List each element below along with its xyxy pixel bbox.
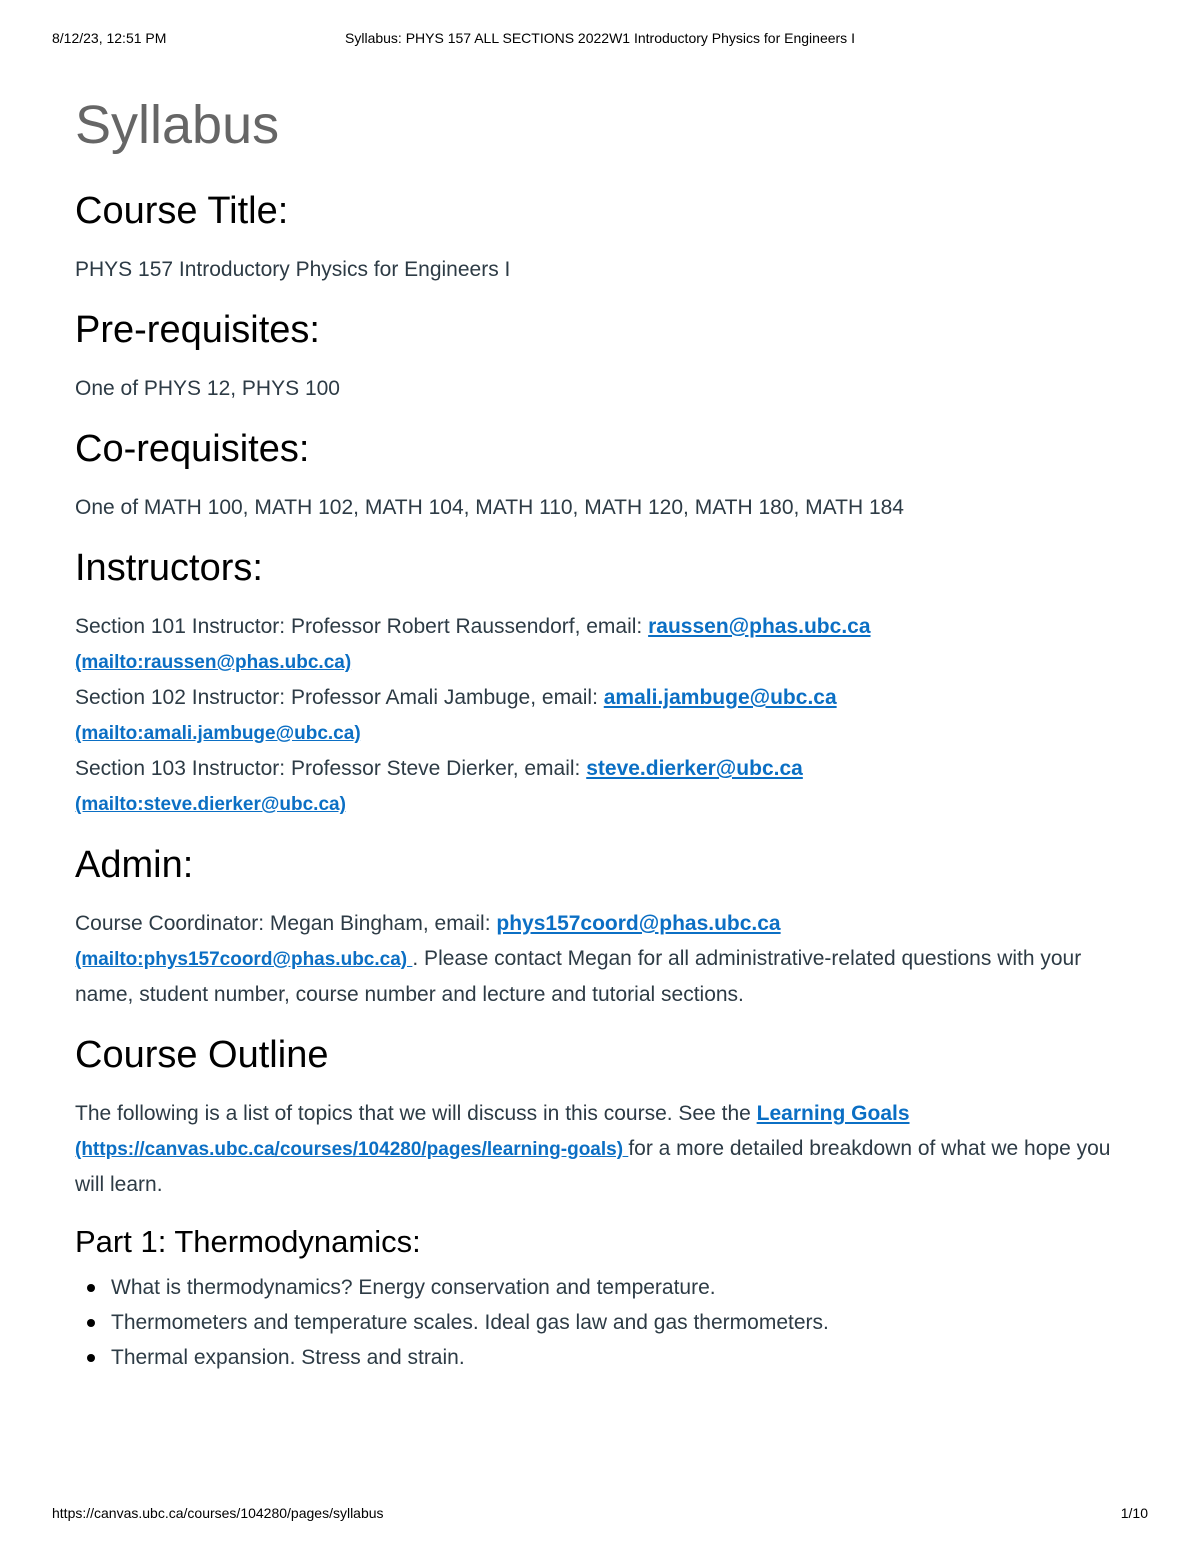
prerequisites-text: One of PHYS 12, PHYS 100: [75, 377, 340, 400]
instructor-101-mailto-link[interactable]: (mailto:raussen@phas.ubc.ca): [75, 652, 352, 673]
course-outline-heading: Course Outline: [75, 1034, 329, 1076]
part1-topic-list: [75, 1270, 1135, 1375]
bullet-icon: [87, 1354, 95, 1362]
part1-heading: Part 1: Thermodynamics:: [75, 1224, 421, 1259]
admin-heading: Admin:: [75, 844, 194, 886]
print-header: [0, 30, 1200, 50]
instructor-101-text: Section 101 Instructor: Professor Robert Raussendorf, email:: [75, 615, 649, 638]
admin-text: [75, 906, 1135, 1012]
course-outline-text: [75, 1096, 1135, 1202]
print-footer: [0, 1505, 1200, 1525]
corequisites-text: One of MATH 100, MATH 102, MATH 104, MATH 110, MATH 120, MATH 180, MATH 184: [75, 496, 904, 519]
print-date: 8/12/23, 12:51 PM: [52, 30, 167, 46]
instructor-102-email-link[interactable]: amali.jambuge@ubc.ca: [603, 686, 837, 709]
bullet-icon: [87, 1319, 95, 1327]
instructors-heading: Instructors:: [75, 547, 263, 589]
admin-email-link[interactable]: phys157coord@phas.ubc.ca: [496, 912, 781, 935]
print-title: Syllabus: PHYS 157 ALL SECTIONS 2022W1 Introductory Physics for Engineers I: [345, 30, 855, 46]
admin-text-after: . Please contact Megan for all administrative-related questions with your name, student number, course number and lecture and tutorial sections.: [75, 947, 1082, 1006]
list-item: Thermometers and temperature scales. Ideal gas law and gas thermometers.: [111, 1305, 1135, 1340]
syllabus-content: [75, 92, 1135, 1375]
admin-mailto-link[interactable]: (mailto:phys157coord@phas.ubc.ca): [75, 949, 413, 970]
instructor-101-email-link[interactable]: raussen@phas.ubc.ca: [648, 615, 871, 638]
learning-goals-url-link[interactable]: (https://canvas.ubc.ca/courses/104280/pages/learning-goals): [75, 1139, 629, 1160]
course-title-text: PHYS 157 Introductory Physics for Engineers I: [75, 258, 511, 281]
admin-text-before: Course Coordinator: Megan Bingham, email:: [75, 912, 497, 935]
instructors-list: [75, 609, 1135, 822]
list-item: Thermal expansion. Stress and strain.: [111, 1340, 1135, 1375]
instructor-103-email-link[interactable]: steve.dierker@ubc.ca: [586, 757, 803, 780]
course-outline-text-after: for a more detailed breakdown of what we hope you will learn.: [75, 1137, 1111, 1196]
instructor-103-text: Section 103 Instructor: Professor Steve Dierker, email:: [75, 757, 587, 780]
instructor-102-text: Section 102 Instructor: Professor Amali Jambuge, email:: [75, 686, 604, 709]
instructor-103-mailto-link[interactable]: (mailto:steve.dierker@ubc.ca): [75, 794, 346, 815]
bullet-icon: [87, 1284, 95, 1292]
page-title: Syllabus: [75, 95, 280, 155]
course-outline-text-before: The following is a list of topics that we will discuss in this course. See the: [75, 1102, 757, 1125]
instructor-102-mailto-link[interactable]: (mailto:amali.jambuge@ubc.ca): [75, 723, 361, 744]
corequisites-heading: Co-requisites:: [75, 428, 310, 470]
print-url: https://canvas.ubc.ca/courses/104280/pages/syllabus: [52, 1505, 384, 1521]
page-number: 1/10: [1120, 1505, 1148, 1521]
list-item: What is thermodynamics? Energy conservation and temperature.: [111, 1270, 1135, 1305]
course-title-heading: Course Title:: [75, 190, 289, 232]
prerequisites-heading: Pre-requisites:: [75, 309, 320, 351]
learning-goals-link[interactable]: Learning Goals: [756, 1102, 910, 1125]
